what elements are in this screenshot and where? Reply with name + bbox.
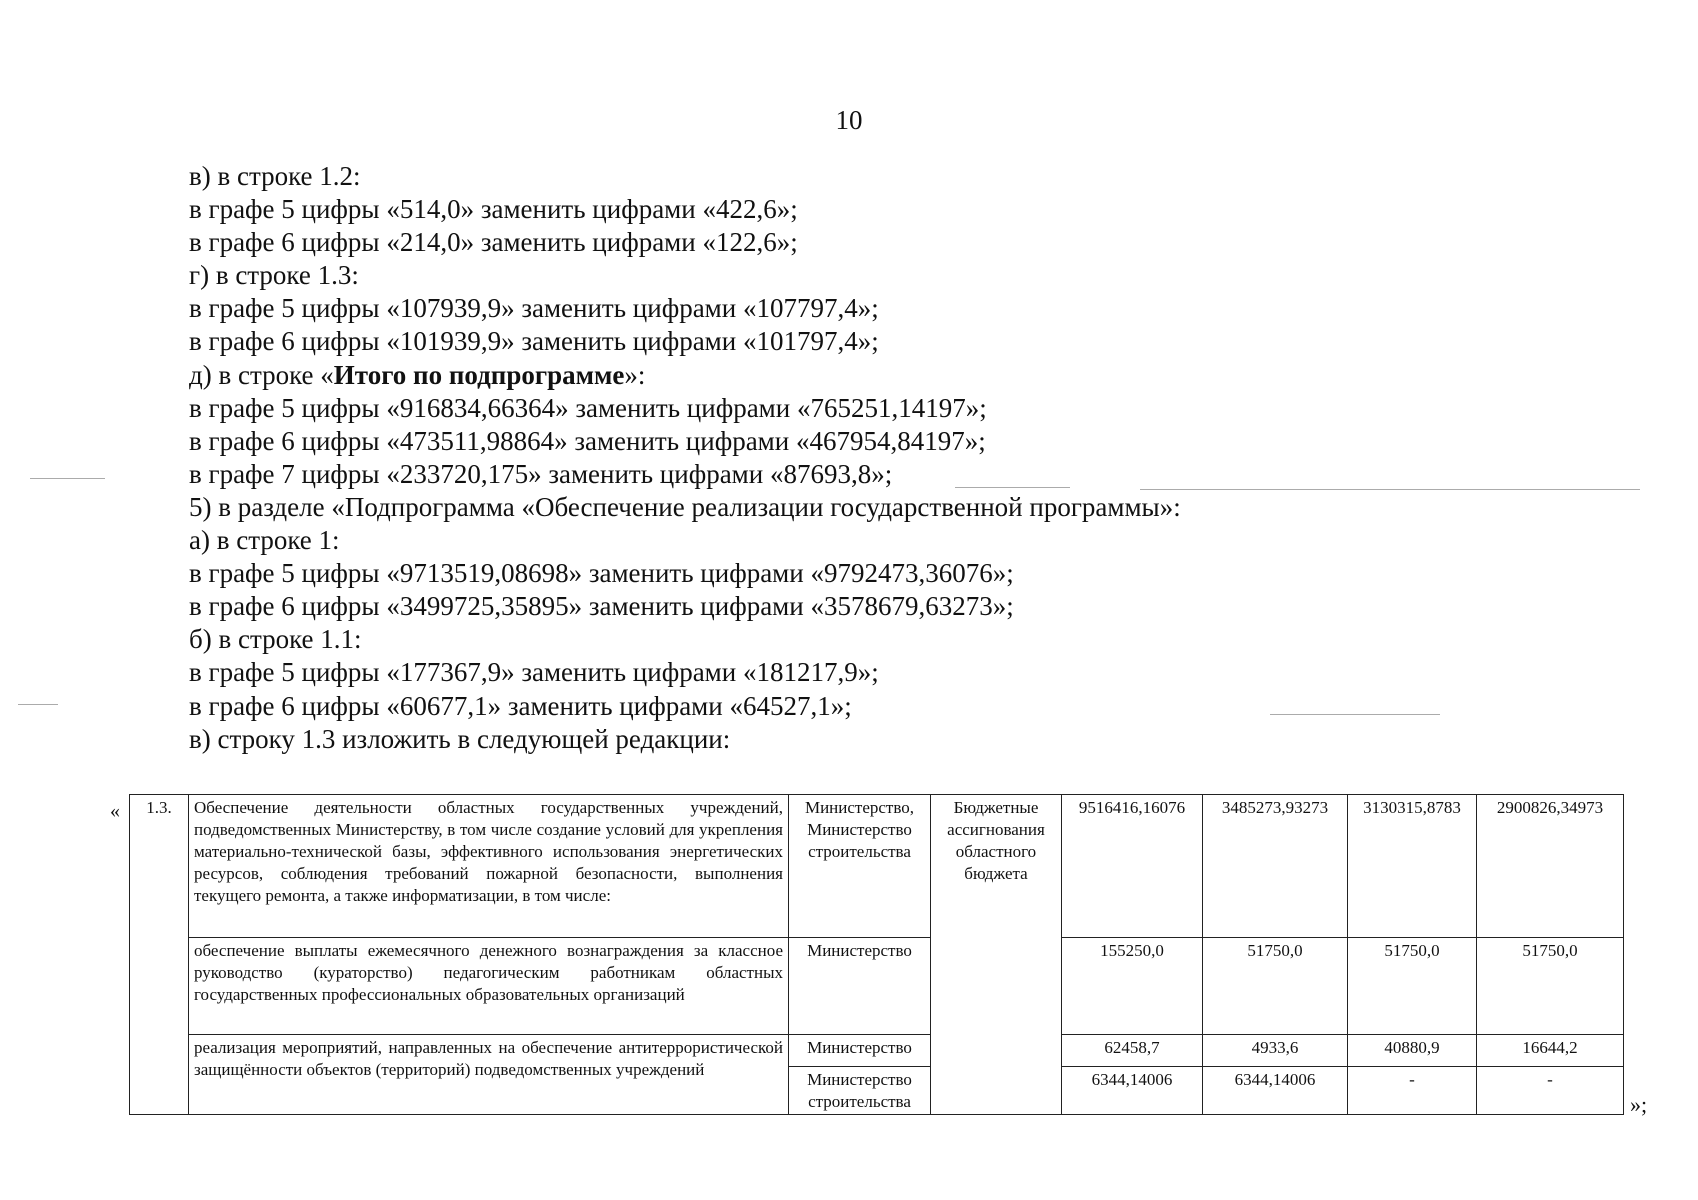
text-line: г) в строке 1.3: bbox=[189, 260, 359, 291]
text-line: в графе 6 цифры «3499725,35895» заменить цифрами «3578679,63273»; bbox=[189, 591, 1014, 622]
text-line: в) строку 1.3 изложить в следующей редакции: bbox=[189, 723, 731, 754]
value-cell: 51750,0 bbox=[1477, 938, 1624, 1035]
opening-quote: « bbox=[110, 800, 120, 822]
value-cell: - bbox=[1477, 1067, 1624, 1115]
description-cell: Обеспечение деятельности областных государственных учреждений, подведомственных Министерству, в том числе создание условий для укрепления материально-технической базы, эффективного использования энергетических ресурсов, соблюдения требований пожарной безопасности, выполнения текущего ремонта, а также информатизации, в том числе: bbox=[189, 795, 789, 938]
text-line: б) в строке 1.1: bbox=[189, 624, 362, 655]
text-line: в графе 5 цифры «107939,9» заменить цифрами «107797,4»; bbox=[189, 293, 879, 324]
table-row bbox=[130, 795, 1624, 938]
executor-cell: Министерство bbox=[789, 938, 931, 1035]
value-cell: 40880,9 bbox=[1348, 1035, 1477, 1067]
text-line: в графе 5 цифры «9713519,08698» заменить цифрами «9792473,36076»; bbox=[189, 558, 1014, 589]
value-cell: 16644,2 bbox=[1477, 1035, 1624, 1067]
text-line: в графе 6 цифры «101939,9» заменить цифрами «101797,4»; bbox=[189, 326, 879, 357]
value-cell: - bbox=[1348, 1067, 1477, 1115]
table-row bbox=[130, 1035, 1624, 1067]
page-number: 10 bbox=[835, 105, 863, 135]
value-cell: 6344,14006 bbox=[1203, 1067, 1348, 1115]
text-line: 5) в разделе «Подпрограмма «Обеспечение реализации государственной программы»: bbox=[189, 491, 1181, 522]
text-line: в) в строке 1.2: bbox=[189, 161, 361, 191]
text-line: в графе 5 цифры «916834,66364» заменить цифрами «765251,14197»; bbox=[189, 392, 987, 423]
executor-cell: Министерство, Министерство строительства bbox=[789, 795, 931, 938]
value-cell: 3485273,93273 bbox=[1203, 795, 1348, 938]
value-cell: 155250,0 bbox=[1062, 938, 1203, 1035]
table-row bbox=[130, 938, 1624, 1035]
subprogram-total-label: Итого по подпрограмме bbox=[333, 359, 625, 390]
scan-artifact bbox=[955, 487, 1070, 488]
scan-artifact bbox=[1140, 489, 1640, 490]
value-cell: 6344,14006 bbox=[1062, 1067, 1203, 1115]
text-line: в графе 5 цифры «177367,9» заменить цифрами «181217,9»; bbox=[189, 657, 879, 688]
value-cell: 9516416,16076 bbox=[1062, 795, 1203, 938]
value-cell: 51750,0 bbox=[1203, 938, 1348, 1035]
text-line: в графе 6 цифры «214,0» заменить цифрами «122,6»; bbox=[189, 227, 798, 258]
text-line-post: »: bbox=[624, 359, 646, 390]
executor-cell: Министерство строительства bbox=[789, 1067, 931, 1115]
executor-cell: Министерство bbox=[789, 1035, 931, 1067]
amendment-text bbox=[189, 160, 1509, 756]
value-cell: 3130315,8783 bbox=[1348, 795, 1477, 938]
row-number-cell: 1.3. bbox=[130, 795, 189, 1115]
text-line: в графе 5 цифры «514,0» заменить цифрами «422,6»; bbox=[189, 194, 798, 225]
program-table bbox=[129, 794, 1624, 1115]
text-line: в графе 6 цифры «60677,1» заменить цифрами «64527,1»; bbox=[189, 690, 852, 721]
value-cell: 51750,0 bbox=[1348, 938, 1477, 1035]
description-cell: реализация мероприятий, направленных на обеспечение антитеррористической защищённости объектов (территорий) подведомственных учреждений bbox=[189, 1035, 789, 1115]
text-line-pre: д) в строке « bbox=[189, 359, 334, 390]
text-line: в графе 7 цифры «233720,175» заменить цифрами «87693,8»; bbox=[189, 458, 893, 489]
value-cell: 4933,6 bbox=[1203, 1035, 1348, 1067]
closing-quote: »; bbox=[1630, 1092, 1648, 1117]
scan-artifact bbox=[18, 704, 58, 705]
description-cell: обеспечение выплаты ежемесячного денежного вознаграждения за классное руководство (кураторство) педагогическим работникам областных государственных профессиональных образовательных организаций bbox=[189, 938, 789, 1035]
scan-artifact bbox=[30, 478, 105, 479]
funding-source-cell: Бюджетные ассигнования областного бюджета bbox=[931, 795, 1062, 1115]
text-line: а) в строке 1: bbox=[189, 525, 340, 556]
text-line: в графе 6 цифры «473511,98864» заменить цифрами «467954,84197»; bbox=[189, 425, 986, 456]
scan-artifact bbox=[1270, 714, 1440, 715]
text-line bbox=[189, 359, 1509, 392]
value-cell: 2900826,34973 bbox=[1477, 795, 1624, 938]
value-cell: 62458,7 bbox=[1062, 1035, 1203, 1067]
